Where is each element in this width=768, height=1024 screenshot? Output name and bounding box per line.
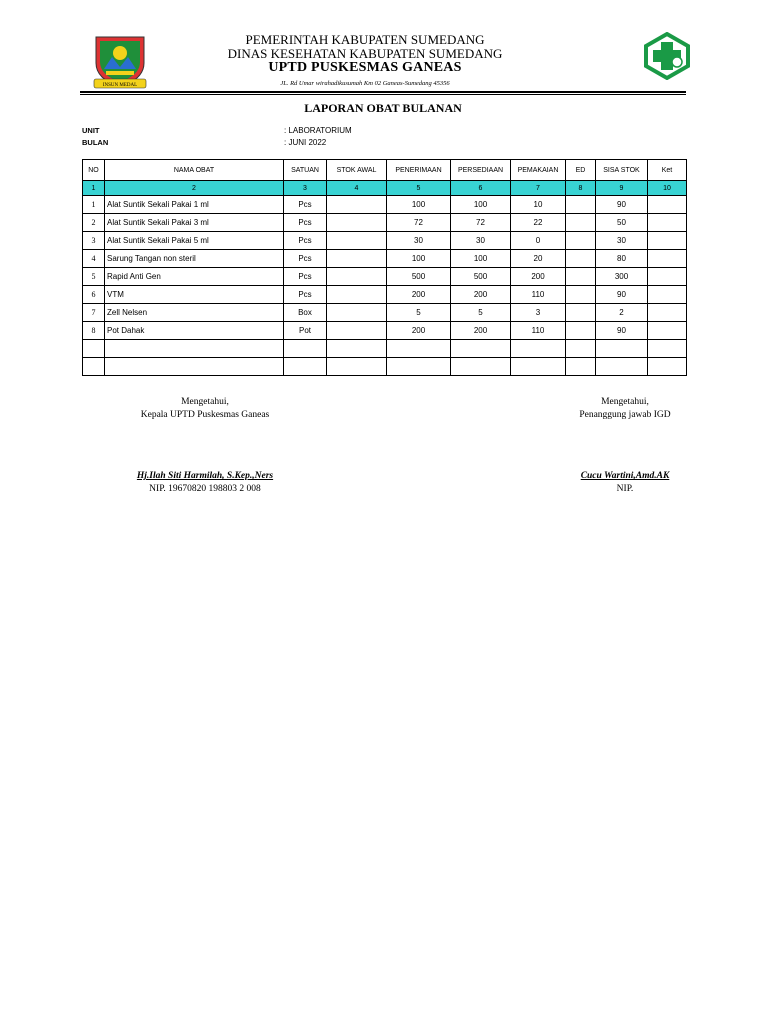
row-ed <box>566 286 596 304</box>
row-sisa-stok: 90 <box>596 322 648 340</box>
row-no: 4 <box>83 250 105 268</box>
row-stok-awal <box>327 232 387 250</box>
month-value: : JUNI 2022 <box>284 138 327 147</box>
row-no: 5 <box>83 268 105 286</box>
row-sisa-stok: 300 <box>596 268 648 286</box>
right-signer-nip: NIP. <box>616 484 634 494</box>
report-title: LAPORAN OBAT BULANAN <box>304 101 462 115</box>
row-satuan: Pcs <box>284 232 327 250</box>
row-ket <box>648 268 687 286</box>
row-pemakaian <box>511 358 566 376</box>
header-penerimaan: PENERIMAAN <box>387 160 451 181</box>
unit-value: : LABORATORIUM <box>284 126 352 135</box>
row-stok-awal <box>327 268 387 286</box>
right-signer-name: Cucu Wartini,Amd.AK <box>580 471 670 481</box>
row-no: 2 <box>83 214 105 232</box>
row-nama-obat: Alat Suntik Sekali Pakai 5 ml <box>105 232 284 250</box>
table-row <box>83 358 687 376</box>
row-persediaan: 200 <box>451 322 511 340</box>
row-pemakaian: 200 <box>511 268 566 286</box>
row-satuan: Pcs <box>284 214 327 232</box>
row-satuan: Pcs <box>284 286 327 304</box>
row-satuan: Pcs <box>284 250 327 268</box>
header-government: PEMERINTAH KABUPATEN SUMEDANG <box>245 32 485 47</box>
column-number: 2 <box>105 181 284 196</box>
row-ed <box>566 358 596 376</box>
header-health-office: DINAS KESEHATAN KABUPATEN SUMEDANG <box>227 46 503 61</box>
row-nama-obat <box>105 358 284 376</box>
table-row <box>83 304 687 322</box>
left-acknowledge: Mengetahui, <box>181 397 229 407</box>
row-persediaan: 72 <box>451 214 511 232</box>
row-nama-obat: Sarung Tangan non steril <box>105 250 284 268</box>
column-number: 4 <box>327 181 387 196</box>
row-nama-obat: Pot Dahak <box>105 322 284 340</box>
medicine-report-table <box>82 159 687 376</box>
header-ed: ED <box>566 160 596 181</box>
row-stok-awal <box>327 358 387 376</box>
header-satuan: SATUAN <box>284 160 327 181</box>
left-signer-nip: NIP. 19670820 198803 2 008 <box>149 484 261 494</box>
row-ed <box>566 304 596 322</box>
row-nama-obat <box>105 340 284 358</box>
row-persediaan: 500 <box>451 268 511 286</box>
column-number-row <box>83 181 687 196</box>
row-persediaan: 100 <box>451 196 511 214</box>
row-sisa-stok: 30 <box>596 232 648 250</box>
column-number: 6 <box>451 181 511 196</box>
column-number: 9 <box>596 181 648 196</box>
table-row <box>83 340 687 358</box>
row-persediaan <box>451 340 511 358</box>
regency-crest-logo <box>90 33 150 91</box>
table-row <box>83 232 687 250</box>
row-persediaan: 200 <box>451 286 511 304</box>
row-stok-awal <box>327 322 387 340</box>
row-ed <box>566 196 596 214</box>
row-satuan: Box <box>284 304 327 322</box>
row-ed <box>566 214 596 232</box>
row-nama-obat: Alat Suntik Sekali Pakai 1 ml <box>105 196 284 214</box>
row-ket <box>648 250 687 268</box>
column-number: 5 <box>387 181 451 196</box>
row-pemakaian: 3 <box>511 304 566 322</box>
row-pemakaian <box>511 340 566 358</box>
row-stok-awal <box>327 196 387 214</box>
row-no: 7 <box>83 304 105 322</box>
header-persediaan: PERSEDIAAN <box>451 160 511 181</box>
row-ket <box>648 196 687 214</box>
row-satuan: Pcs <box>284 268 327 286</box>
row-satuan <box>284 340 327 358</box>
row-satuan <box>284 358 327 376</box>
row-stok-awal <box>327 214 387 232</box>
row-sisa-stok <box>596 358 648 376</box>
left-signer-title: Kepala UPTD Puskesmas Ganeas <box>140 410 270 420</box>
header-rule-thin <box>80 94 686 95</box>
row-ket <box>648 286 687 304</box>
header-ket: Ket <box>648 160 687 181</box>
header-no: NO <box>83 160 105 181</box>
row-ket <box>648 340 687 358</box>
row-penerimaan: 100 <box>387 196 451 214</box>
row-sisa-stok: 90 <box>596 286 648 304</box>
row-nama-obat: Zell Nelsen <box>105 304 284 322</box>
row-sisa-stok <box>596 340 648 358</box>
row-persediaan: 30 <box>451 232 511 250</box>
row-pemakaian: 0 <box>511 232 566 250</box>
row-no: 3 <box>83 232 105 250</box>
row-ket <box>648 214 687 232</box>
row-pemakaian: 20 <box>511 250 566 268</box>
unit-label: UNIT <box>82 126 100 135</box>
table-header-row <box>83 160 687 181</box>
column-number: 7 <box>511 181 566 196</box>
row-ket <box>648 358 687 376</box>
row-nama-obat: Alat Suntik Sekali Pakai 3 ml <box>105 214 284 232</box>
row-penerimaan <box>387 358 451 376</box>
table-row <box>83 250 687 268</box>
row-persediaan: 100 <box>451 250 511 268</box>
row-ed <box>566 268 596 286</box>
header-stok-awal: STOK AWAL <box>327 160 387 181</box>
row-penerimaan: 72 <box>387 214 451 232</box>
table-row <box>83 268 687 286</box>
left-signer-name: Hj.Ilah Siti Harmilah, S.Kep.,Ners <box>136 471 274 481</box>
row-satuan: Pot <box>284 322 327 340</box>
row-no: 6 <box>83 286 105 304</box>
row-sisa-stok: 50 <box>596 214 648 232</box>
row-stok-awal <box>327 304 387 322</box>
row-stok-awal <box>327 340 387 358</box>
row-persediaan <box>451 358 511 376</box>
table-row <box>83 322 687 340</box>
row-ed <box>566 250 596 268</box>
row-penerimaan <box>387 340 451 358</box>
row-nama-obat: VTM <box>105 286 284 304</box>
row-ket <box>648 322 687 340</box>
header-pemakaian: PEMAKAIAN <box>511 160 566 181</box>
row-sisa-stok: 2 <box>596 304 648 322</box>
row-no: 8 <box>83 322 105 340</box>
svg-text:INSUN MEDAL: INSUN MEDAL <box>102 83 138 88</box>
column-number: 8 <box>566 181 596 196</box>
header-address: JL. Rd Umar wirahadikusumah Km 02 Ganeas-Sumedang 45356 <box>280 80 450 87</box>
row-ket <box>648 232 687 250</box>
row-no <box>83 358 105 376</box>
header-puskesmas: UPTD PUSKESMAS GANEAS <box>268 60 462 75</box>
row-pemakaian: 10 <box>511 196 566 214</box>
table-row <box>83 286 687 304</box>
row-penerimaan: 200 <box>387 322 451 340</box>
row-penerimaan: 500 <box>387 268 451 286</box>
table-row <box>83 196 687 214</box>
row-penerimaan: 200 <box>387 286 451 304</box>
table-row <box>83 214 687 232</box>
column-number: 10 <box>648 181 687 196</box>
row-penerimaan: 100 <box>387 250 451 268</box>
header-nama-obat: NAMA OBAT <box>105 160 284 181</box>
row-stok-awal <box>327 250 387 268</box>
row-ed <box>566 232 596 250</box>
row-ket <box>648 304 687 322</box>
right-acknowledge: Mengetahui, <box>601 397 649 407</box>
row-satuan: Pcs <box>284 196 327 214</box>
row-sisa-stok: 90 <box>596 196 648 214</box>
row-ed <box>566 340 596 358</box>
row-penerimaan: 30 <box>387 232 451 250</box>
row-ed <box>566 322 596 340</box>
row-sisa-stok: 80 <box>596 250 648 268</box>
row-pemakaian: 110 <box>511 286 566 304</box>
row-no <box>83 340 105 358</box>
column-number: 1 <box>83 181 105 196</box>
row-persediaan: 5 <box>451 304 511 322</box>
right-signer-title: Penanggung jawab IGD <box>579 410 671 420</box>
column-number: 3 <box>284 181 327 196</box>
month-label: BULAN <box>82 138 109 147</box>
row-penerimaan: 5 <box>387 304 451 322</box>
row-pemakaian: 22 <box>511 214 566 232</box>
puskesmas-cross-logo <box>644 32 690 80</box>
row-pemakaian: 110 <box>511 322 566 340</box>
row-stok-awal <box>327 286 387 304</box>
row-nama-obat: Rapid Anti Gen <box>105 268 284 286</box>
header-rule-thick <box>80 91 686 93</box>
row-no: 1 <box>83 196 105 214</box>
header-sisa-stok: SISA STOK <box>596 160 648 181</box>
